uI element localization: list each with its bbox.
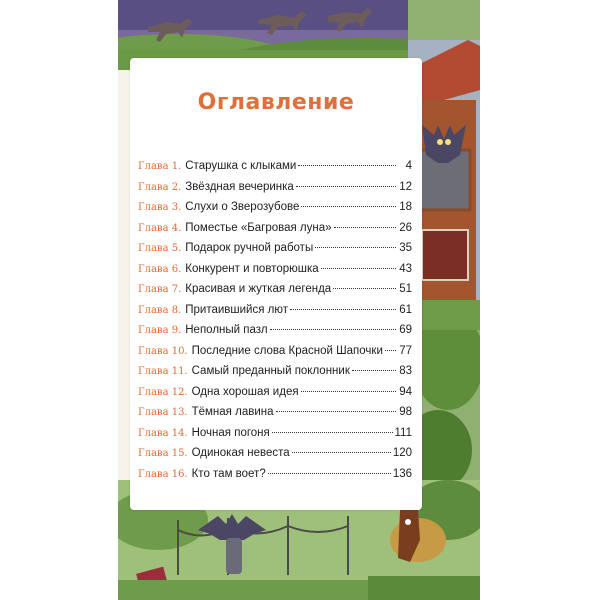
chapter-title: Последние слова Красной Шапочки bbox=[191, 344, 383, 357]
dot-leader bbox=[301, 391, 396, 392]
chapter-title: Слухи о Зверозубове bbox=[185, 201, 300, 213]
toc-entry bbox=[138, 468, 412, 489]
chapter-label: Глава 3. bbox=[138, 202, 182, 213]
page-number: 61 bbox=[399, 303, 412, 316]
dot-leader bbox=[272, 432, 393, 433]
chapter-title: Старушка с клыками bbox=[185, 160, 297, 172]
page-number: 111 bbox=[394, 426, 412, 439]
page-number: 77 bbox=[399, 344, 412, 357]
dot-leader bbox=[298, 165, 396, 166]
page-number: 120 bbox=[392, 447, 412, 459]
toc-entry bbox=[138, 283, 412, 304]
chapter-title: Неполный пазл bbox=[185, 324, 268, 336]
chapter-label: Глава 14. bbox=[138, 427, 188, 439]
toc-entry bbox=[138, 201, 412, 222]
dot-leader bbox=[334, 227, 396, 228]
toc-entry bbox=[138, 345, 412, 366]
page-number: 12 bbox=[399, 180, 412, 193]
dot-leader bbox=[321, 268, 396, 269]
page-number: 35 bbox=[399, 242, 412, 254]
chapter-title: Кто там воет? bbox=[191, 467, 266, 480]
chapter-label: Глава 10. bbox=[138, 345, 188, 357]
dot-leader bbox=[385, 350, 396, 351]
chapter-title: Красивая и жуткая легенда bbox=[185, 283, 332, 295]
chapter-label: Глава 2. bbox=[138, 181, 182, 193]
chapter-label: Глава 12. bbox=[138, 386, 188, 398]
chapter-title: Притаившийся лют bbox=[185, 303, 288, 316]
toc-entry bbox=[138, 365, 412, 386]
toc-entry bbox=[138, 427, 412, 448]
dot-leader bbox=[276, 411, 397, 412]
dot-leader bbox=[290, 309, 396, 310]
dot-leader bbox=[315, 247, 396, 248]
chapter-title: Одна хорошая идея bbox=[191, 385, 299, 398]
chapter-label: Глава 16. bbox=[138, 468, 188, 480]
toc-entry bbox=[138, 324, 412, 345]
toc-entry bbox=[138, 386, 412, 407]
book-page bbox=[118, 0, 480, 600]
chapter-label: Глава 13. bbox=[138, 407, 188, 418]
chapter-label: Глава 8. bbox=[138, 304, 182, 316]
chapter-label: Глава 4. bbox=[138, 222, 182, 234]
chapter-title: Поместье «Багровая луна» bbox=[185, 221, 332, 234]
chapter-title: Тёмная лавина bbox=[191, 406, 274, 418]
page-number: 69 bbox=[399, 324, 412, 336]
page-number: 83 bbox=[399, 365, 412, 377]
toc-entry bbox=[138, 242, 412, 263]
page-number: 98 bbox=[399, 406, 412, 418]
chapter-label: Глава 5. bbox=[138, 243, 182, 254]
dot-leader bbox=[292, 452, 391, 453]
toc-title: Оглавление bbox=[197, 90, 355, 115]
page-number: 43 bbox=[399, 262, 412, 275]
toc-entry bbox=[138, 406, 412, 427]
chapter-label: Глава 7. bbox=[138, 284, 182, 295]
chapter-title: Конкурент и повторюшка bbox=[185, 262, 319, 275]
chapter-label: Глава 11. bbox=[138, 366, 188, 377]
dot-leader bbox=[301, 206, 396, 207]
toc-entry bbox=[138, 181, 412, 202]
chapter-title: Звёздная вечеринка bbox=[185, 180, 294, 193]
toc-entry bbox=[138, 160, 412, 181]
page-number: 4 bbox=[405, 160, 412, 172]
page-number: 94 bbox=[399, 385, 412, 398]
toc-list bbox=[138, 160, 412, 488]
page-number: 136 bbox=[392, 467, 412, 480]
chapter-title: Самый преданный поклонник bbox=[191, 365, 350, 377]
chapter-title: Одинокая невеста bbox=[191, 447, 290, 459]
chapter-title: Подарок ручной работы bbox=[185, 242, 314, 254]
chapter-title: Ночная погоня bbox=[191, 426, 270, 439]
toc-entry bbox=[138, 263, 412, 284]
dot-leader bbox=[270, 329, 396, 330]
toc-entry bbox=[138, 304, 412, 325]
dot-leader bbox=[333, 288, 396, 289]
page-number: 51 bbox=[399, 283, 412, 295]
dot-leader bbox=[268, 473, 391, 474]
chapter-label: Глава 9. bbox=[138, 325, 182, 336]
toc-entry bbox=[138, 222, 412, 243]
chapter-label: Глава 15. bbox=[138, 448, 188, 459]
page-number: 26 bbox=[399, 221, 412, 234]
toc-entry bbox=[138, 447, 412, 468]
chapter-label: Глава 1. bbox=[138, 161, 182, 172]
dot-leader bbox=[296, 186, 396, 187]
chapter-label: Глава 6. bbox=[138, 263, 182, 275]
page-number: 18 bbox=[399, 201, 412, 213]
dot-leader bbox=[352, 370, 396, 371]
